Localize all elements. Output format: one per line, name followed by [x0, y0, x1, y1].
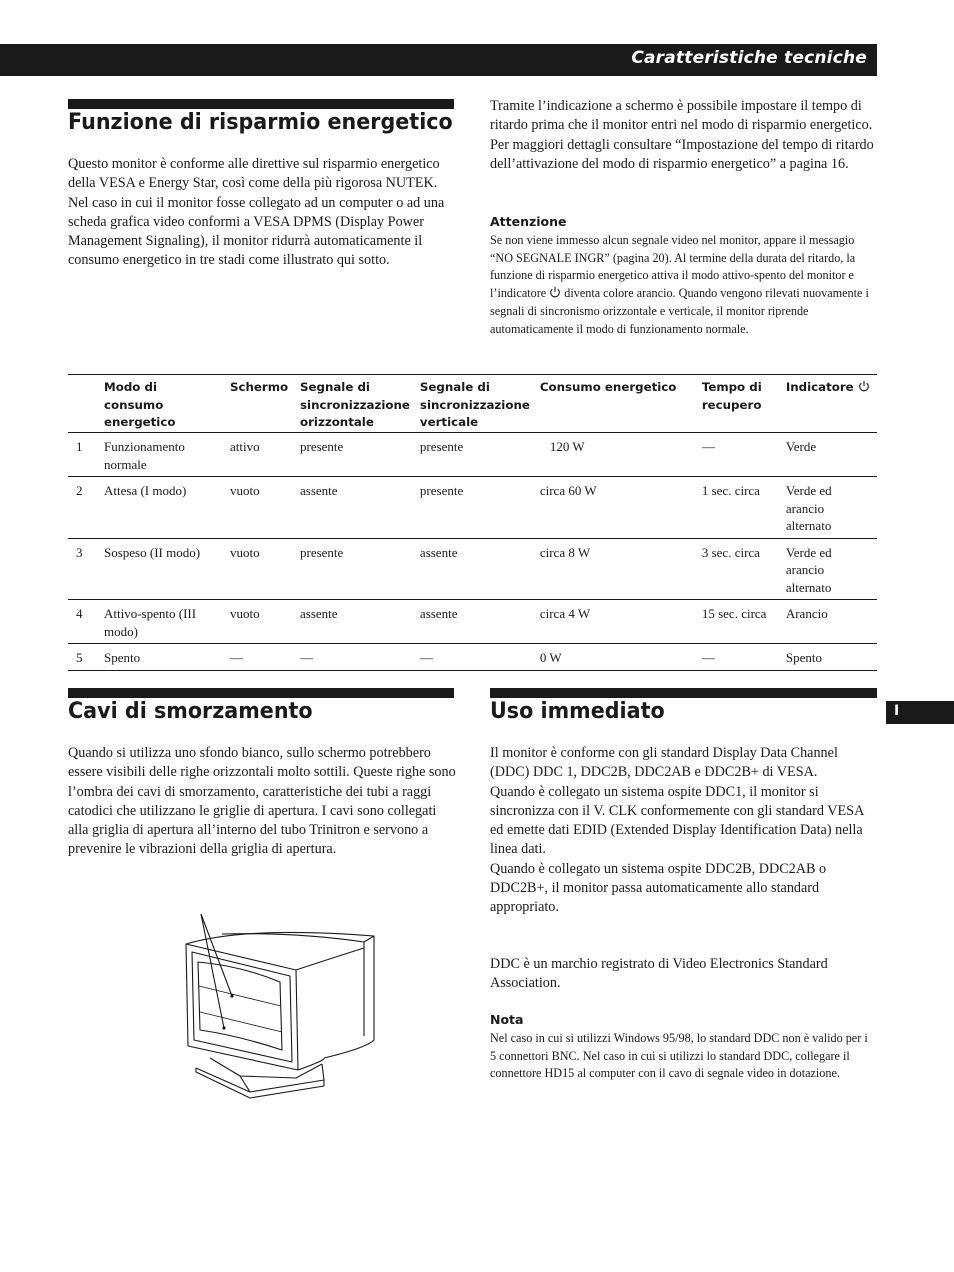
table-cell: 5: [68, 644, 100, 671]
table-cell: vuoto: [226, 538, 296, 600]
note-text: Nel caso in cui si utilizzi Windows 95/98, lo standard DDC non è valido per i 5 connettori BNC. Nel caso in cui si utilizzi lo standard DDC, collegare il connettore HD15 al computer con il cavo di segnale video in dotazione.: [490, 1031, 868, 1081]
table-header-row: [68, 375, 877, 433]
table-cell: Funzionamento normale: [100, 433, 226, 477]
plug-play-paragraph-1: Il monitor è conforme con gli standard Display Data Channel (DDC) DDC 1, DDC2B, DDC2AB e DDC2B+ di VESA.: [490, 745, 838, 781]
section-rule-cables: [68, 688, 454, 698]
table-header-recovery: Tempo di recupero: [698, 375, 782, 433]
heading-plug-and-play: Uso immediato: [490, 699, 665, 724]
table-cell: presente: [416, 477, 536, 539]
table-cell: Attesa (I modo): [100, 477, 226, 539]
note-heading: Nota: [490, 1012, 524, 1027]
table-cell: attivo: [226, 433, 296, 477]
table-cell: 4: [68, 600, 100, 644]
table-cell: circa 4 W: [536, 600, 698, 644]
power-paragraph-1: Questo monitor è conforme alle direttive sul risparmio energetico della VESA e Energy Star, così come della più rigorosa NUTEK.: [68, 156, 440, 192]
table-row: [68, 538, 877, 600]
table-cell: 2: [68, 477, 100, 539]
table-cell: —: [226, 644, 296, 671]
table-row: [68, 477, 877, 539]
section-rule-plug-play: [490, 688, 877, 698]
attention-text-part-2: diventa colore arancio. Quando vengono rilevati nuovamente i segnali di sincronismo orizzontale e verticale, il monitor riprende automaticamente il modo di funzionamento normale.: [490, 286, 869, 336]
table-cell: assente: [296, 600, 416, 644]
table-cell: Spento: [782, 644, 877, 671]
language-tab-label: I: [894, 703, 900, 719]
table-cell: 0 W: [536, 644, 698, 671]
table-cell: assente: [416, 600, 536, 644]
damper-wires-text: [68, 744, 456, 860]
attention-text: [490, 232, 874, 338]
table-cell: 3: [68, 538, 100, 600]
table-row: [68, 433, 877, 477]
damper-wires-paragraph: Quando si utilizza uno sfondo bianco, sullo schermo potrebbero essere visibili delle righe orizzontali molto sottili. Queste righe sono l’ombra dei cavi di smorzamento, caratteristiche dei tubi a raggi catodici che utilizzano le griglie di apertura. I cavi sono collegati alla griglia di apertura all’interno del tubo Trinitron e servono a prevenire le vibrazioni della griglia di apertura.: [68, 745, 456, 858]
attention-text-part-1: Se non viene immesso alcun segnale video nel monitor, appare il messagio “NO SEGNALE INGR” (pagina 20). Al termine della durata del ritardo, la funzione di risparmio energetico attiva il modo attivo-spento del monitor e l’indicatore: [490, 233, 856, 301]
power-standby-icon: [858, 380, 870, 392]
table-cell: Sospeso (II modo): [100, 538, 226, 600]
ddc-trademark: DDC è un marchio registrato di Video Electronics Standard Association.: [490, 956, 828, 992]
table-header-vsync: Segnale di sincronizzazione verticale: [416, 375, 536, 433]
table-cell: Arancio: [782, 600, 877, 644]
table-cell: Verde ed arancio alternato: [782, 538, 877, 600]
table-cell: vuoto: [226, 600, 296, 644]
table-cell: 120 W: [536, 433, 698, 477]
table-cell: Verde ed arancio alternato: [782, 477, 877, 539]
table-header-indicator: [782, 375, 877, 433]
power-paragraph-2: Nel caso in cui il monitor fosse collegato ad un computer o ad una scheda grafica video conformi a VESA DPMS (Display Power Management Signaling), il monitor ridurrà automaticamente il consumo energetico in tre stadi come illustrato qui sotto.: [68, 194, 445, 269]
heading-damper-wires: Cavi di smorzamento: [68, 699, 313, 724]
table-cell: vuoto: [226, 477, 296, 539]
section-rule-power: [68, 99, 454, 109]
table-cell: assente: [416, 538, 536, 600]
table-header-consumption: Consumo energetico: [536, 375, 698, 433]
table-cell: presente: [416, 433, 536, 477]
table-header-screen: Schermo: [226, 375, 296, 433]
table-header-hsync: Segnale di sincronizzazione orizzontale: [296, 375, 416, 433]
table-row: [68, 600, 877, 644]
table-cell: —: [296, 644, 416, 671]
table-row: [68, 644, 877, 671]
table-header-mode: Modo di consumo energetico: [100, 375, 226, 433]
table-cell: circa 8 W: [536, 538, 698, 600]
table-cell: Verde: [782, 433, 877, 477]
power-standby-icon: [549, 286, 561, 298]
table-cell: Spento: [100, 644, 226, 671]
power-delay-paragraph: Tramite l’indicazione a schermo è possibile impostare il tempo di ritardo prima che il monitor entri nel modo di risparmio energetico. Per maggiori dettagli consultare “Impostazione del tempo di ritardo dell’attivazione del modo di risparmio energetico” a pagina 16.: [490, 98, 874, 172]
plug-play-text: [490, 744, 878, 918]
table-header-indicator-label: Indicatore: [785, 380, 854, 394]
table-cell: 1 sec. circa: [698, 477, 782, 539]
heading-power-saving: Funzione di risparmio energetico: [68, 110, 453, 135]
language-tab: [886, 701, 954, 724]
attention-heading: Attenzione: [490, 214, 567, 229]
power-delay-text: [490, 97, 876, 174]
table-cell: 1: [68, 433, 100, 477]
ddc-trademark-text: [490, 955, 878, 994]
power-mode-table: [68, 374, 877, 671]
plug-play-paragraph-2: Quando è collegato un sistema ospite DDC1, il monitor si sincronizza con il V. CLK conformemente con gli standard VESA ed emette dati EDID (Extended Display Identification Data) nella linea dati.: [490, 783, 864, 858]
table-cell: —: [416, 644, 536, 671]
table-cell: 3 sec. circa: [698, 538, 782, 600]
header-title: Caratteristiche tecniche: [631, 48, 867, 68]
table-cell: assente: [296, 477, 416, 539]
plug-play-paragraph-3: Quando è collegato un sistema ospite DDC2B, DDC2AB o DDC2B+, il monitor passa automaticamente allo standard appropriato.: [490, 860, 827, 916]
table-cell: —: [698, 644, 782, 671]
power-intro-text: [68, 155, 454, 271]
table-cell: Attivo-spento (III modo): [100, 600, 226, 644]
header-bar: [0, 44, 877, 76]
table-cell: —: [698, 433, 782, 477]
table-cell: presente: [296, 433, 416, 477]
table-cell: 15 sec. circa: [698, 600, 782, 644]
table-header-index: [68, 375, 100, 433]
table-cell: circa 60 W: [536, 477, 698, 539]
table-cell: presente: [296, 538, 416, 600]
monitor-illustration: [176, 908, 386, 1100]
